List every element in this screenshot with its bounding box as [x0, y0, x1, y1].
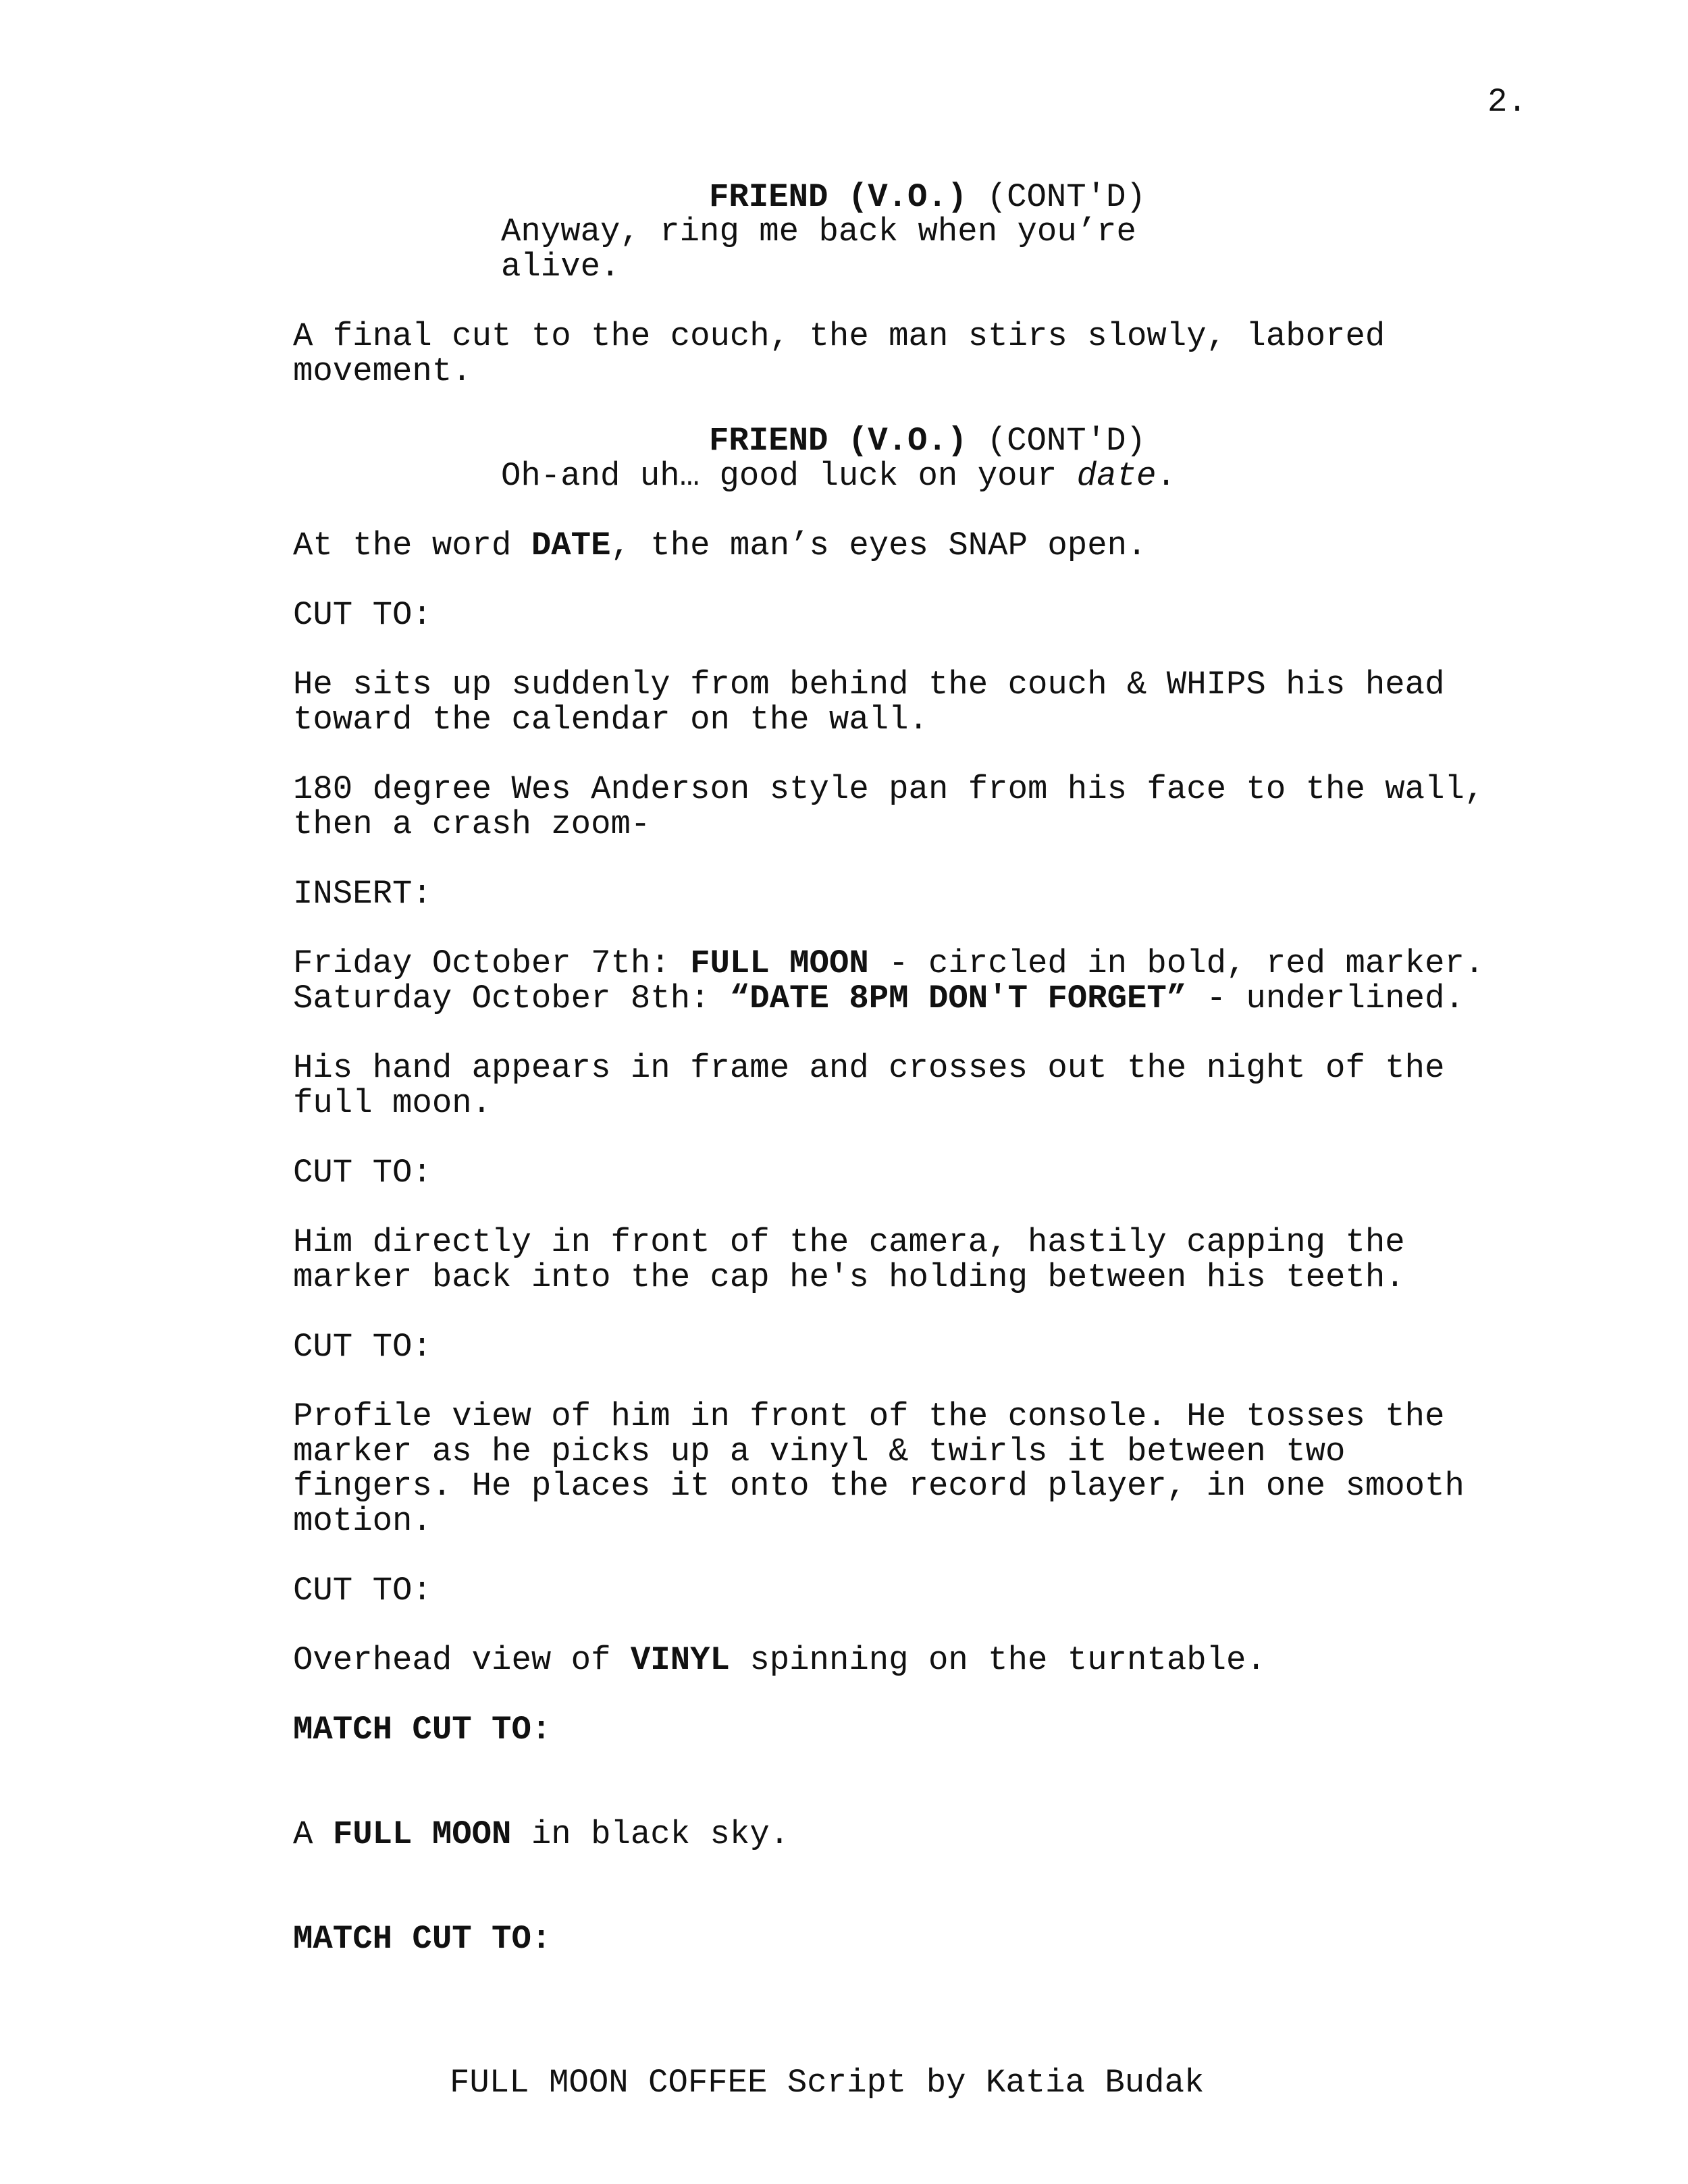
emphasis: VINYL: [630, 1641, 730, 1679]
action-line: Profile view of him in front of the console. He tosses the: [293, 1397, 1445, 1435]
page-footer: FULL MOON COFFEE Script by Katia Budak: [450, 2064, 1205, 2102]
character-cue: [709, 424, 1146, 459]
insert-heading: INSERT:: [293, 875, 432, 913]
action-line: At the word DATE, the man’s eyes SNAP open.: [293, 527, 1147, 564]
character-extension: (CONT'D): [967, 422, 1146, 460]
dialogue-line: Anyway, ring me back when you’re: [501, 213, 1136, 250]
transition: MATCH CUT TO:: [293, 1920, 552, 1958]
action-line: His hand appears in frame and crosses out the night of the: [293, 1049, 1445, 1087]
emphasis: FULL MOON: [332, 1815, 512, 1853]
character-name: FRIEND (V.O.): [709, 178, 968, 216]
transition: CUT TO:: [293, 596, 432, 634]
action-line: 180 degree Wes Anderson style pan from his face to the wall,: [293, 770, 1485, 808]
dialogue-line: Oh-and uh… good luck on your date.: [501, 457, 1176, 495]
action-line: toward the calendar on the wall.: [293, 701, 928, 739]
action-line: then a crash zoom-: [293, 805, 651, 843]
transition: CUT TO:: [293, 1154, 432, 1192]
insert-line: Friday October 7th: FULL MOON - circled in bold, red marker.: [293, 944, 1485, 982]
transition: CUT TO:: [293, 1328, 432, 1366]
action-line: Him directly in front of the camera, hastily capping the: [293, 1223, 1405, 1261]
insert-line: Saturday October 8th: “DATE 8PM DON'T FORGET” - underlined.: [293, 980, 1465, 1017]
page-number: 2.: [1487, 83, 1527, 121]
action-line: full moon.: [293, 1084, 492, 1122]
emphasis: FULL MOON: [690, 944, 869, 982]
action-line: fingers. He places it onto the record player, in one smooth: [293, 1467, 1465, 1505]
emphasis: date: [1076, 457, 1157, 495]
action-line: A final cut to the couch, the man stirs slowly, labored: [293, 317, 1386, 355]
action-line: marker as he picks up a vinyl & twirls it between two: [293, 1433, 1346, 1470]
action-line: marker back into the cap he's holding between his teeth.: [293, 1258, 1405, 1296]
emphasis: DATE: [531, 527, 611, 564]
character-extension: (CONT'D): [967, 178, 1146, 216]
action-line: movement.: [293, 352, 472, 390]
action-line: motion.: [293, 1502, 432, 1540]
character-name: FRIEND (V.O.): [709, 422, 968, 460]
transition: CUT TO:: [293, 1572, 432, 1609]
emphasis: “DATE 8PM DON'T FORGET”: [729, 980, 1187, 1017]
action-line: He sits up suddenly from behind the couch & WHIPS his head: [293, 666, 1445, 703]
character-cue: [709, 180, 1146, 215]
action-line: Overhead view of VINYL spinning on the turntable.: [293, 1641, 1266, 1679]
action-line: A FULL MOON in black sky.: [293, 1815, 790, 1853]
transition: MATCH CUT TO:: [293, 1711, 552, 1749]
dialogue-line: alive.: [501, 248, 621, 286]
